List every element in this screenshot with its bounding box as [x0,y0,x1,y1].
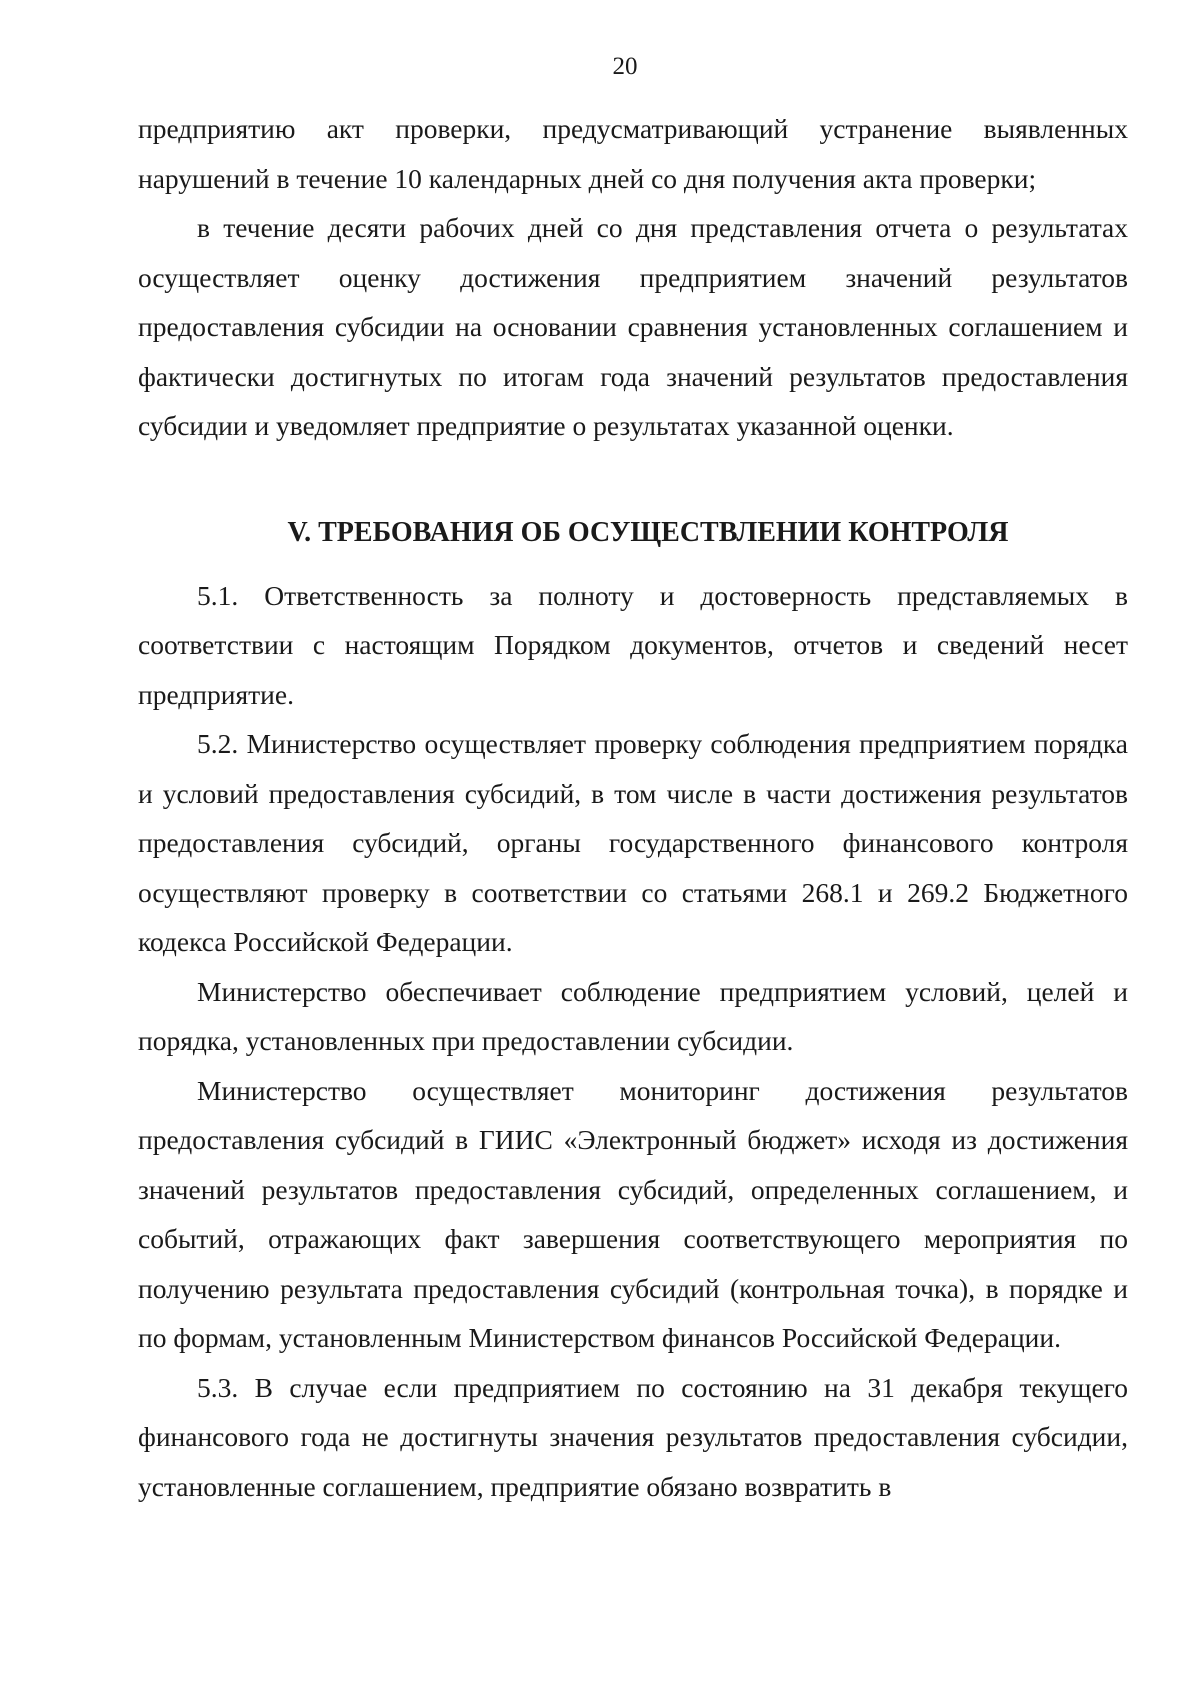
section-heading: V. ТРЕБОВАНИЯ ОБ ОСУЩЕСТВЛЕНИИ КОНТРОЛЯ [287,516,1009,548]
paragraph-5-1: 5.1. Ответственность за полноту и достоверность представляемых в соответствии с настоящим Порядком документов, отчетов и сведений несет предприятие. [138,579,1128,710]
paragraph-5-2: 5.2. Министерство осуществляет проверку соблюдения предприятием порядка и условий предоставления субсидий, в том числе в части достижения результатов предоставления субсидий, органы государственного финансового контроля осуществляют проверку в соответствии со статьями 268.1 и 269.2 Бюджетного кодекса Российской Федерации. [138,728,1128,957]
page-number: 20 [612,53,638,80]
paragraph-continuation: предприятию акт проверки, предусматривающий устранение выявленных нарушений в течение 10 календарных дней со дня получения акта проверки; [138,113,1128,194]
paragraph-assessment: в течение десяти рабочих дней со дня представления отчета о результатах осуществляет оценку достижения предприятием значений результатов предоставления субсидии на основании сравнения установленных соглашением и фактически достигнутых по итогам года значений результатов предоставления субсидии и уведомляет предприятие о результатах указанной оценки. [138,212,1128,441]
paragraph-ministry-monitoring: Министерство осуществляет мониторинг достижения результатов предоставления субсидий в ГИИС «Электронный бюджет» исходя из достижения значений результатов предоставления субсидий, определенных соглашением, и событий, отражающих факт завершения соответствующего мероприятия по получению результата предоставления субсидий (контрольная точка), в порядке и по формам, установленным Министерством финансов Российской Федерации. [138,1074,1128,1353]
paragraph-5-3: 5.3. В случае если предприятием по состоянию на 31 декабря текущего финансового года не достигнуты значения результатов предоставления субсидии, установленные соглашением, предприятие обязано возвратить в [138,1371,1128,1502]
paragraph-ministry-ensures: Министерство обеспечивает соблюдение предприятием условий, целей и порядка, установленных при предоставлении субсидии. [138,975,1128,1056]
document-body [138,104,1128,1511]
